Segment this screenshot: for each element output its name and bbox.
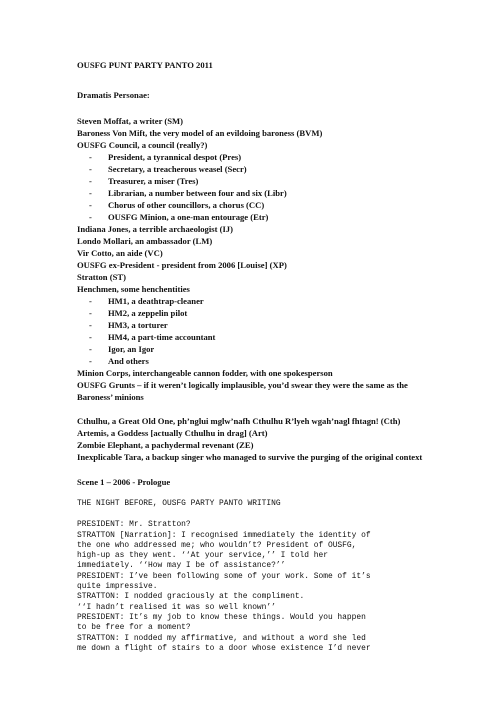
list-dash: - [89,176,92,186]
script-line: quite impressive. [77,582,158,592]
cast-entry: Cthulhu, a Great Old One, ph’nglui mglw’nafh Cthulhu R’lyeh wgah’nagl fhtagn! (Cth) [77,416,401,426]
henchman-entry [77,355,432,367]
cast-entry: OUSFG Grunts – if it weren’t logically implausible, you’d swear they were the same as the Baroness’ minions [77,380,408,402]
script-line: PRESIDENT: It’s my job to know these things. Would you happen [77,612,366,622]
council-member-entry [77,211,432,223]
cast-entry: OUSFG ex-President - president from 2006 [Louise] (XP) [77,260,287,270]
cast-entry: Indiana Jones, a terrible archaeologist (IJ) [77,224,233,234]
list-dash: - [89,188,92,198]
cast-entry: Steven Moffat, a writer (SM) [77,116,184,126]
council-member-label: Treasurer, a miser (Tres) [108,176,199,186]
council-member-label: Secretary, a treacherous weasel (Secr) [108,164,247,174]
council-member-label: President, a tyrannical despot (Pres) [108,152,242,162]
dramatis-personae-heading: Dramatis Personae: [77,90,150,100]
list-dash: - [89,152,92,162]
script-line: STRATTON: I nodded my affirmative, and without a word she led [77,633,366,643]
henchman-label: HM4, a part-time accountant [108,332,216,342]
list-dash: - [89,320,92,330]
list-dash: - [89,356,92,366]
henchman-entry [77,319,432,331]
council-member-label: Librarian, a number between four and six (Libr) [108,188,287,198]
cast-entry: Inexplicable Tara, a backup singer who managed to survive the purging of the original context [77,452,423,462]
cast-entry: Londo Mollari, an ambassador (LM) [77,236,213,246]
henchman-entry [77,343,432,355]
council-member-entry [77,163,432,175]
henchman-label: Igor, an Igor [108,344,155,354]
script-text [77,520,432,654]
henchman-label: HM2, a zeppelin pilot [108,308,188,318]
script-line: to be free for a moment? [77,623,191,633]
scene-heading: Scene 1 – 2006 - Prologue [77,477,171,487]
council-member-label: OUSFG Minion, a one-man entourage (Etr) [108,212,269,222]
cast-list [77,115,432,463]
council-member-entry [77,151,432,163]
script-line: ‘‘I hadn’t realised it was so well known’’ [77,602,276,612]
list-dash: - [89,344,92,354]
cast-entry: Stratton (ST) [77,272,126,282]
council-member-entry [77,175,432,187]
list-dash: - [89,332,92,342]
henchman-label: HM1, a deathtrap-cleaner [108,296,204,306]
list-dash: - [89,200,92,210]
henchman-entry [77,331,432,343]
cast-entry: Minion Corps, interchangeable cannon fodder, with one spokesperson [77,368,333,378]
script-line: PRESIDENT: Mr. Stratton? [77,520,191,530]
list-dash: - [89,296,92,306]
scene-setting: THE NIGHT BEFORE, OUSFG PARTY PANTO WRITING [77,499,281,508]
cast-entry: Vir Cotto, an aide (VC) [77,248,163,258]
list-dash: - [89,212,92,222]
section-gap [77,463,432,477]
council-member-entry [77,187,432,199]
cast-entry: OUSFG Council, a council (really?) [77,140,208,150]
council-members-list [77,151,432,223]
script-line: STRATTON [Narration]: I recognised immediately the identity of [77,530,371,540]
cast-entry: Artemis, a Goddess [actually Cthulhu in drag] (Art) [77,428,268,438]
henchman-label: And others [108,356,149,366]
paragraph-gap [77,403,432,415]
script-line: the one who addressed me; who wouldn’t? President of OUSFG, [77,540,357,550]
list-dash: - [89,164,92,174]
script-line: STRATTON: I nodded graciously at the compliment. [77,592,305,602]
henchman-entry [77,307,432,319]
document-title: OUSFG PUNT PARTY PANTO 2011 [77,60,213,70]
script-line: me down a flight of stairs to a door whose existence I’d never [77,643,371,653]
henchman-label: HM3, a torturer [108,320,168,330]
script-line: high-up as they went. ‘‘At your service,’’ I told her [77,551,328,561]
script-line: immediately. ‘‘How may I be of assistance?’’ [77,561,286,571]
council-member-entry [77,199,432,211]
council-member-label: Chorus of other councillors, a chorus (CC) [108,200,265,210]
cast-entry: Baroness Von Mift, the very model of an evildoing baroness (BVM) [77,128,323,138]
cast-entry: Henchmen, some henchentities [77,284,190,294]
document-body [77,60,432,654]
list-dash: - [89,308,92,318]
henchmen-list [77,295,432,367]
script-line: PRESIDENT: I’ve been following some of your work. Some of it’s [77,571,371,581]
cast-entry: Zombie Elephant, a pachydermal revenant (ZE) [77,440,254,450]
henchman-entry [77,295,432,307]
